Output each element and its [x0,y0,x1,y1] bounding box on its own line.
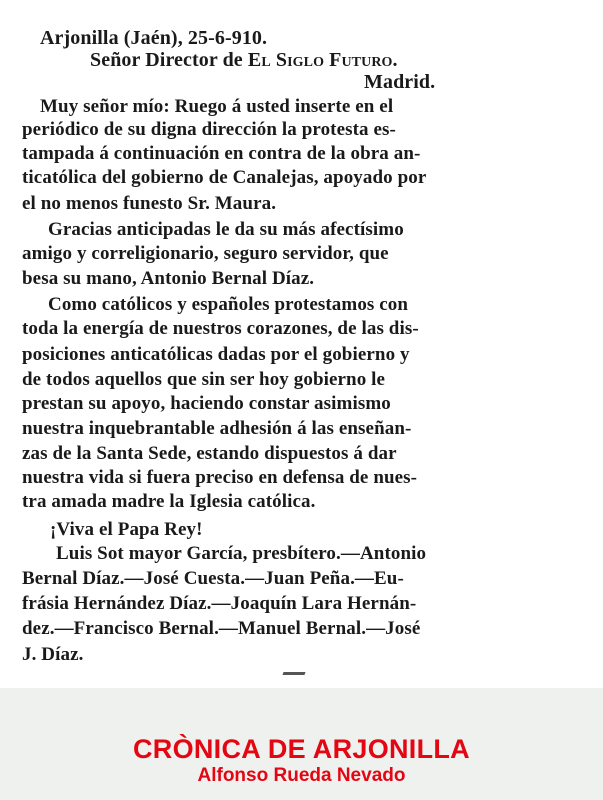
text-line: tampada á continuación en contra de la obra an- [22,143,421,164]
text-line: toda la energía de nuestros corazones, de las dis- [22,318,419,339]
text-line: besa su mano, Antonio Bernal Díaz. [22,268,315,289]
text-line: ticatólica del gobierno de Canalejas, apoyado por [22,167,427,188]
footer-title: CRÒNICA DE ARJONILLA [132,734,470,764]
salutation-prefix: Señor Director de [90,49,248,71]
text-line: nuestra vida si fuera preciso en defensa de nues- [22,467,418,488]
text-line: tra amada madre la Iglesia católica. [22,491,316,512]
text-line: Como católicos y españoles protestamos con [48,294,409,315]
text-line: Muy señor mío: Ruego á usted inserte en el [40,96,394,117]
text-line: Luis Sot mayor García, presbítero.—Antonio [56,543,427,564]
text-line: dez.—Francisco Bernal.—Manuel Bernal.—José [22,618,421,639]
text-line: nuestra inquebrantable adhesión á las enseñan- [22,418,412,439]
text-line: ¡Viva el Papa Rey! [50,519,203,540]
text-line: J. Díaz. [22,644,84,665]
text-line: posiciones anticatólicas dadas por el gobierno y [22,344,410,365]
print-mark [282,672,305,675]
text-line: zas de la Santa Sede, estando dispuestos á dar [22,443,397,464]
text-line: prestan su apoyo, haciendo constar asimismo [22,393,391,414]
newspaper-name: El Siglo Futuro. [247,49,398,71]
city: Madrid. [364,71,436,93]
place-date: Arjonilla (Jaén), 25-6-910. [40,27,268,49]
text-line: el no menos funesto Sr. Maura. [22,193,277,214]
text-line: Bernal Díaz.—José Cuesta.—Juan Peña.—Eu- [22,568,404,589]
text-line: Gracias anticipadas le da su más afectísimo [48,219,404,240]
footer-author: Alfonso Rueda Nevado [197,765,406,786]
text-line: de todos aquellos que sin ser hoy gobierno le [22,369,386,390]
text-line: periódico de su digna dirección la protesta es- [22,119,396,140]
text-line: amigo y correligionario, seguro servidor, que [22,243,389,264]
text-line: frásia Hernández Díaz.—Joaquín Lara Hernán- [22,593,417,614]
salutation-line [90,49,398,71]
